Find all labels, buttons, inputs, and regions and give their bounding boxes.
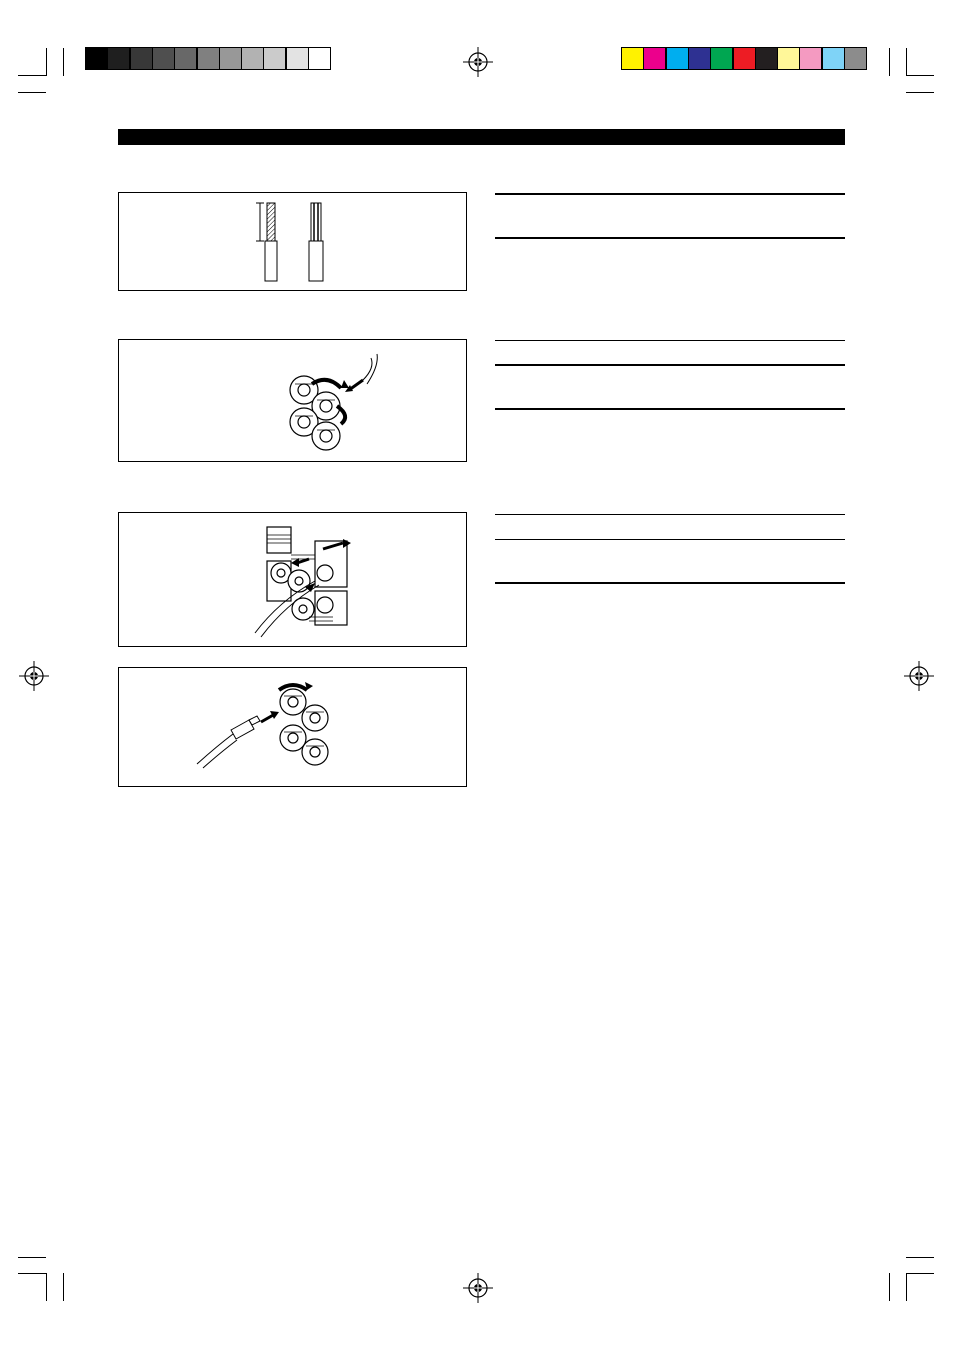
table-rule (495, 582, 845, 584)
table-rule (495, 237, 845, 239)
table-rule (495, 514, 845, 515)
registration-target-icon (19, 661, 49, 691)
spring-terminal-icon (119, 513, 468, 648)
speaker-terminal-icon (119, 340, 468, 463)
wire-stripping-figure (118, 192, 467, 291)
banana-plug-icon (119, 668, 468, 788)
table-rule (495, 364, 845, 366)
spring-terminal-connection-figure (118, 512, 467, 647)
registration-target-icon (463, 1273, 493, 1303)
table-rule (495, 539, 845, 540)
terminal-knob-connection-figure (118, 339, 467, 462)
registration-target-icon (904, 661, 934, 691)
table-rule (495, 408, 845, 410)
section-header-bar (118, 129, 845, 145)
table-rule (495, 340, 845, 341)
banana-plug-connection-figure (118, 667, 467, 787)
table-rule (495, 193, 845, 195)
registration-target-icon (463, 47, 493, 77)
stripped-wire-icon (119, 193, 468, 292)
